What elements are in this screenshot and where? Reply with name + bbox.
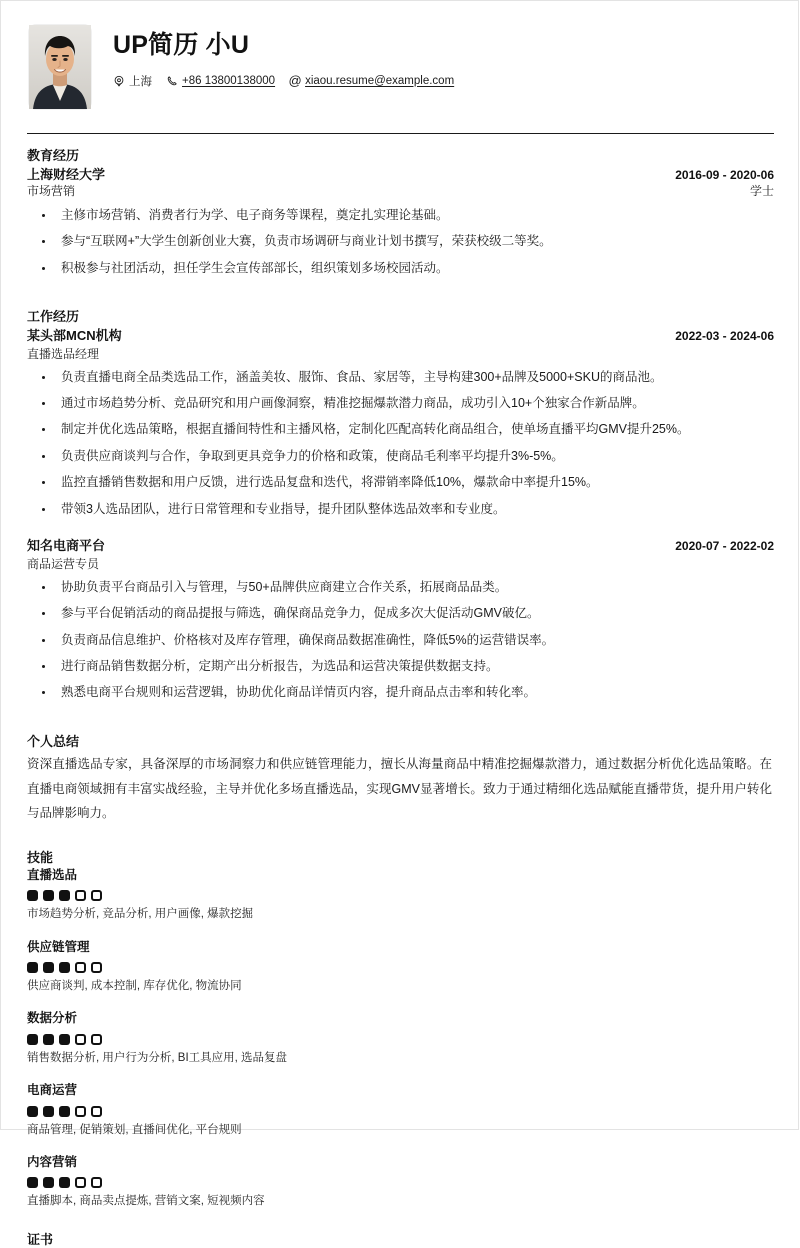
skill-dot-filled [59,1106,70,1117]
spacer [25,703,776,720]
skill-dot-filled [27,962,38,973]
list-item: 负责供应商谈判与合作，争取到更具竞争力的价格和政策，使商品毛利率平均提升3%-5%。 [27,447,774,466]
contact-list [113,73,454,89]
list-item: 负责直播电商全品类选品工作，涵盖美妆、服饰、食品、家居等，主导构建300+品牌及5000+SKU的商品池。 [27,368,774,387]
section-summary [25,733,776,826]
experience-entry-1 [27,327,774,519]
experience-company: 某头部MCN机构 [27,327,122,343]
experience-bullets [27,578,774,703]
spacer [27,519,774,536]
education-bullets [27,206,774,278]
list-item: 参与平台促销活动的商品提报与筛选，确保商品竞争力，促成多次大促活动GMV破亿。 [27,604,774,623]
skill-dot-empty [91,1177,102,1188]
skill-dot-empty [91,890,102,901]
skill-dot-filled [27,1177,38,1188]
skill-dot-filled [43,890,54,901]
skill-name: 电商运营 [27,1083,78,1098]
skill-dot-filled [59,962,70,973]
phone-icon [166,75,178,87]
experience-role: 直播选品经理 [27,346,100,361]
education-school: 上海财经大学 [27,166,106,182]
list-item: 通过市场趋势分析、竞品研究和用户画像洞察，精准挖掘爆款潜力商品，成功引入10+个独家合作新品牌。 [27,394,774,413]
list-item: 积极参与社团活动，担任学生会宣传部部长，组织策划多场校园活动。 [27,259,774,278]
resume-sheet [1,1,800,1247]
skill-dot-empty [75,1034,86,1045]
skill-dot-filled [43,1106,54,1117]
skill-name: 供应链管理 [27,939,90,954]
contact-phone[interactable] [166,75,275,87]
spacer [25,825,776,836]
skill-item [27,1082,774,1139]
contact-email-text[interactable]: xiaou.resume@example.com [305,74,455,87]
list-item: 协助负责平台商品引入与管理，与50+品牌供应商建立合作关系，拓展商品品类。 [27,578,774,597]
skill-dot-filled [43,962,54,973]
section-title-certificates: 证书 [27,1231,54,1247]
contact-location [113,73,152,89]
experience-entry-2 [27,537,774,703]
experience-date: 2020-07 - 2022-02 [675,538,774,553]
skill-keywords: 供应商谈判, 成本控制, 库存优化, 物流协同 [27,980,242,993]
experience-company: 知名电商平台 [27,537,106,553]
skill-level-dots [27,1177,774,1188]
skill-dot-filled [59,1177,70,1188]
list-item: 进行商品销售数据分析，定期产出分析报告，为选品和运营决策提供数据支持。 [27,657,774,676]
skill-item [27,939,774,996]
skill-dot-filled [43,1034,54,1045]
experience-date: 2022-03 - 2024-06 [675,328,774,343]
skill-dot-filled [59,890,70,901]
section-skills [25,849,776,1247]
section-title-skills: 技能 [27,850,54,866]
section-education [25,147,776,278]
education-entry-header [27,166,774,184]
contact-email[interactable] [289,75,454,87]
experience-role: 商品运营专员 [27,556,100,571]
list-item: 参与“互联网+”大学生创新创业大赛，负责市场调研与商业计划书撰写，荣获校级二等奖。 [27,232,774,251]
skill-dot-empty [91,962,102,973]
skill-dot-empty [91,1106,102,1117]
section-title-education: 教育经历 [27,148,80,163]
skill-dot-filled [27,1106,38,1117]
skill-keywords: 销售数据分析, 用户行为分析, BI工具应用, 选品复盘 [27,1051,288,1064]
list-item: 熟悉电商平台规则和运营逻辑，协助优化商品详情页内容，提升商品点击率和转化率。 [27,683,774,702]
education-major: 市场营销 [27,184,76,199]
skill-dot-empty [75,962,86,973]
contact-phone-text[interactable]: +86 13800138000 [182,74,276,87]
location-pin-icon [113,75,125,87]
education-entry [27,166,774,279]
contact-location-text: 上海 [129,75,152,88]
spacer [25,278,776,295]
at-sign-icon: @ [288,73,302,89]
skill-item [27,1154,774,1211]
education-date: 2016-09 - 2020-06 [675,167,774,182]
skill-item [27,1010,774,1067]
summary-text: 资深直播选品专家，具备深厚的市场洞察力和供应链管理能力，擅长从海量商品中精准挖掘爆款潜力，通过数据分析优化选品策略。在直播电商领域拥有丰富实战经验，主导并优化多场直播选品，实现GMV显著增长。致力于通过精细化选品赋能直播带货，提升用户转化与品牌影响力。 [27,757,772,820]
skill-level-dots [27,1034,774,1045]
skill-name: 内容营销 [27,1154,78,1169]
education-entry-subheader [27,183,774,200]
profile-photo [29,25,91,109]
identity-block [113,25,454,89]
section-title-experience: 工作经历 [27,309,80,325]
skill-dot-empty [91,1034,102,1045]
skill-keywords: 商品管理, 促销策划, 直播间优化, 平台规则 [27,1123,242,1136]
experience-bullets [27,368,774,519]
skill-level-dots [27,1106,774,1117]
experience-entry-header [27,537,774,555]
skill-dot-empty [75,1177,86,1188]
section-title-summary: 个人总结 [27,733,80,749]
list-item: 制定并优化选品策略，根据直播间特性和主播风格，定制化匹配高转化商品组合，使单场直播平均GMV提升25%。 [27,420,774,439]
skill-level-dots [27,890,774,901]
skill-dot-filled [27,1034,38,1045]
skill-item [27,867,774,924]
resume-header [25,1,776,109]
skill-dot-filled [59,1034,70,1045]
skill-name: 直播选品 [27,867,78,882]
skill-name: 数据分析 [27,1011,78,1026]
list-item: 带领3人选品团队，进行日常管理和专业指导，提升团队整体选品效率和专业度。 [27,500,774,519]
experience-entry-header [27,327,774,345]
skill-keywords: 直播脚本, 商品卖点提炼, 营销文案, 短视频内容 [27,1195,265,1208]
skill-level-dots [27,962,774,973]
skill-keywords: 市场趋势分析, 竞品分析, 用户画像, 爆款挖掘 [27,908,254,921]
skill-dot-empty [75,890,86,901]
candidate-name: UP简历 小U [113,31,250,59]
skill-dot-empty [75,1106,86,1117]
list-item: 负责商品信息维护、价格核对及库存管理，确保商品数据准确性，降低5%的运营错误率。 [27,631,774,650]
header-divider [27,133,774,134]
skill-dot-filled [27,890,38,901]
education-degree: 学士 [749,184,774,199]
skill-dot-filled [43,1177,54,1188]
section-experience [25,308,776,703]
list-item: 主修市场营销、消费者行为学、电子商务等课程，奠定扎实理论基础。 [27,206,774,225]
list-item: 监控直播销售数据和用户反馈，进行选品复盘和迭代，将滞销率降低10%，爆款命中率提升15%。 [27,473,774,492]
